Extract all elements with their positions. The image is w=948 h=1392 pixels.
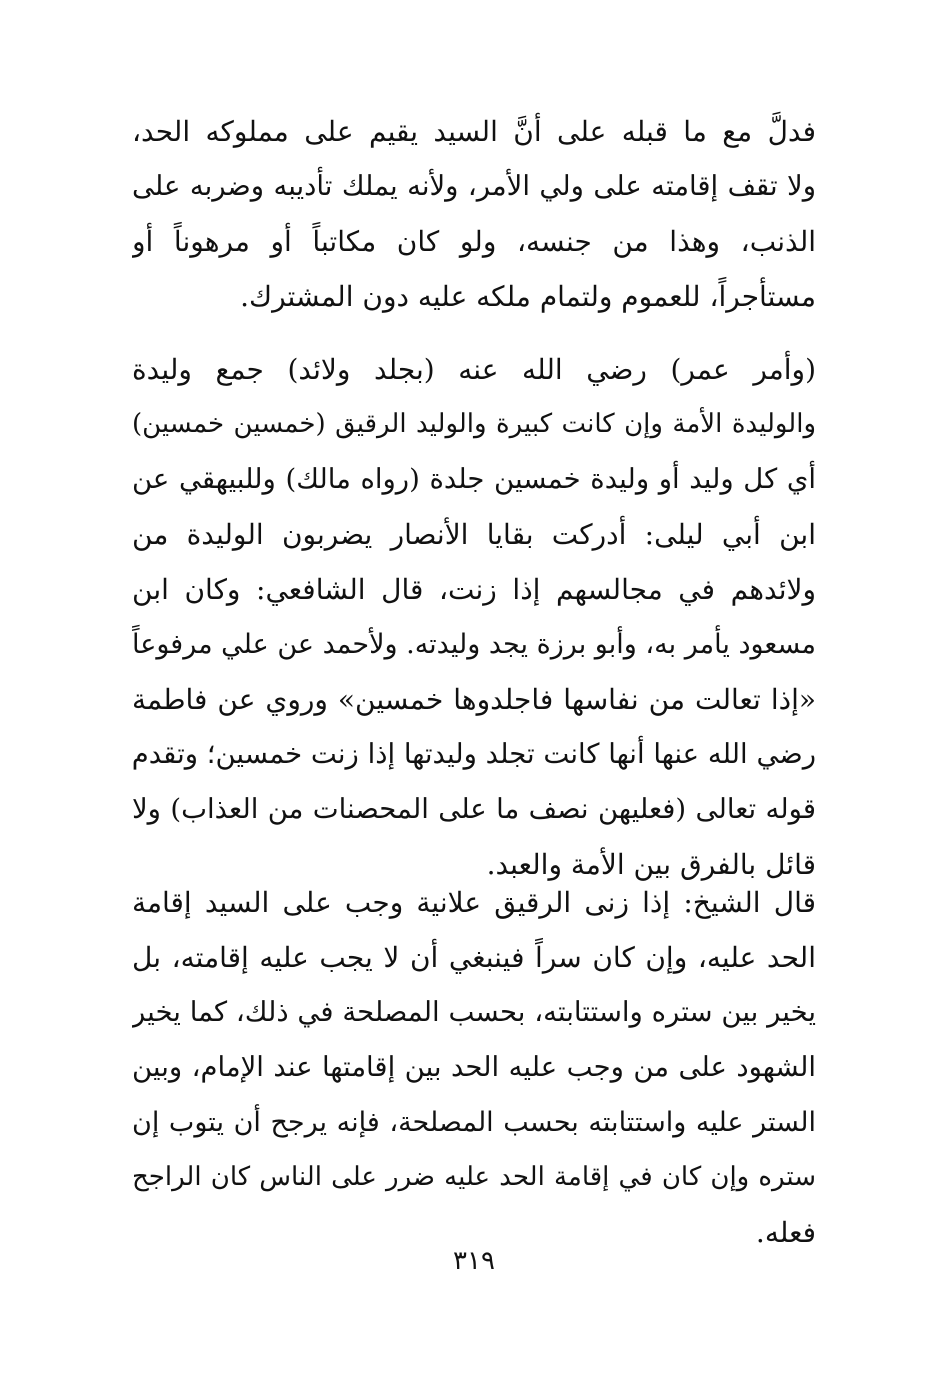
paragraph-2 (132, 342, 816, 892)
text-line: قائل بالفرق بين الأمة والعبد. (486, 848, 816, 881)
text-line: فدلَّ مع ما قبله على أنَّ السيد يقيم على مملوكه الحد، (132, 115, 816, 148)
text-line: ولائدهم في مجالسهم إذا زنت، قال الشافعي: وكان ابن (132, 573, 816, 606)
text-line: ولا تقف إقامته على ولي الأمر، ولأنه يملك تأديبه وضربه على (132, 170, 816, 202)
paragraph-1 (132, 104, 816, 324)
text-line: (وأمر عمر) رضي الله عنه (بجلد ولائد) جمع وليدة (132, 353, 816, 386)
text-line: ستره وإن كان في إقامة الحد عليه ضرر على الناس كان الراجح (132, 1162, 816, 1192)
text-line: الشهود على من وجب عليه الحد بين إقامتها عند الإمام، وبين (132, 1051, 816, 1083)
text-line: أي كل وليد أو وليدة خمسين جلدة (رواه مالك) وللبيهقي عن (132, 463, 816, 495)
text-line: الستر عليه واستتابته بحسب المصلحة، فإنه يرجح أن يتوب إن (132, 1107, 816, 1138)
text-line: رضي الله عنها أنها كانت تجلد وليدتها إذا زنت خمسين؛ وتقدم (132, 738, 816, 770)
text-line: «إذا تعالت من نفاسها فاجلدوها خمسين» وروي عن فاطمة (132, 683, 816, 716)
page-number: ٣١٩ (453, 1246, 495, 1276)
text-line: قال الشيخ: إذا زنى الرقيق علانية وجب على السيد إقامة (132, 886, 816, 919)
text-line: الذنب، وهذا من جنسه، ولو كان مكاتباً أو مرهوناً أو (132, 225, 816, 258)
paragraph-3 (132, 875, 816, 1260)
text-line: والوليدة الأمة وإن كانت كبيرة والوليد الرقيق (خمسين خمسين) (132, 409, 816, 439)
text-line: فعله. (755, 1216, 816, 1249)
text-line: الحد عليه، وإن كان سراً فينبغي أن لا يجب عليه إقامته، بل (132, 941, 816, 974)
text-line: مستأجراً، للعموم ولتمام ملكه عليه دون المشترك. (240, 280, 816, 313)
text-line: ابن أبي ليلى: أدركت بقايا الأنصار يضربون الوليدة من (132, 518, 816, 551)
text-line: يخير بين ستره واستتابته، بحسب المصلحة في ذلك، كما يخير (132, 996, 816, 1028)
text-line: مسعود يأمر به، وأبو برزة يجد وليدته. ولأحمد عن علي مرفوعاً (132, 629, 816, 660)
text-line: قوله تعالى (فعليهن نصف ما على المحصنات من العذاب) ولا (132, 793, 816, 825)
